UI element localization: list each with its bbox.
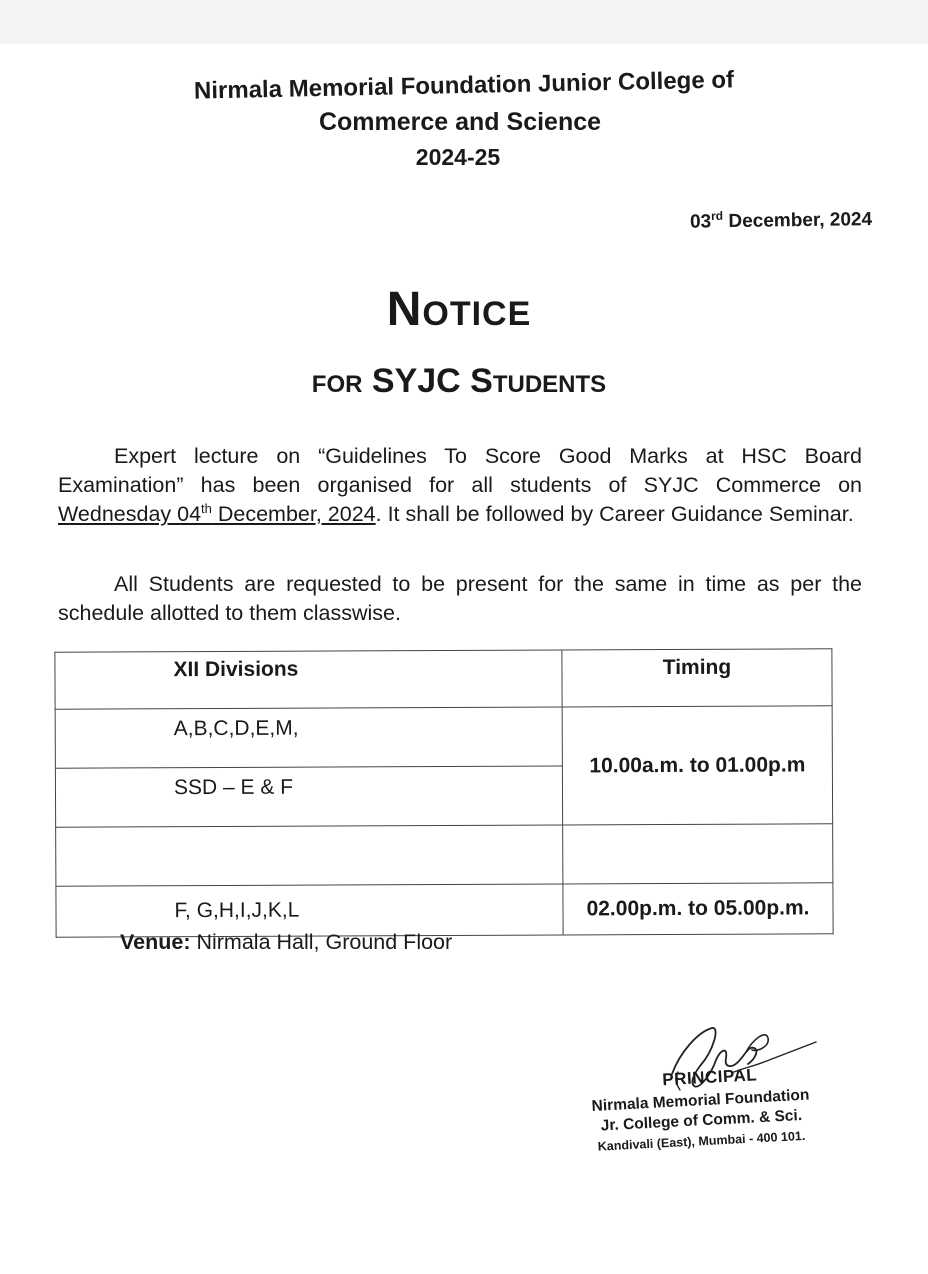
lecture-date [58,502,376,526]
college-name-line2: Commerce and Science [318,108,602,136]
para1-text-b: . It shall be followed by Career Guidance Seminar. [375,502,854,526]
timing-cell: 10.00a.m. to 01.00p.m [562,706,833,825]
date-suffix: rd [710,208,724,223]
lecture-date-suffix: th [201,500,212,516]
schedule-table [54,648,833,937]
stamp-line3: Kandivali (East), Mumbai - 400 101. [597,1128,806,1154]
stamp-line1: Nirmala Memorial Foundation [591,1086,810,1115]
top-bar [0,0,928,44]
date-rest: December, 2024 [722,209,873,233]
principal-stamp [590,1060,854,1153]
division-cell: A,B,C,D,E,M, [55,707,562,768]
table-row [55,706,832,768]
timing-cell [563,824,833,884]
notice-date [690,207,872,234]
venue [120,930,452,955]
division-cell [56,825,563,886]
table-header-row [55,649,832,709]
stamp-line2: Jr. College of Comm. & Sci. [600,1106,803,1135]
para1-text-a: Expert lecture on “Guidelines To Score Good Marks at HSC Board Examination” has been organised for all students of SYJC Commerce on [58,444,862,497]
notice-subtitle: for SYJC Students [311,362,607,400]
timing-cell: 02.00p.m. to 05.00p.m. [563,883,833,935]
venue-label: Venue: [120,930,191,954]
lecture-date-rest: December, 2024 [211,502,376,526]
division-cell: F, G,H,I,J,K,L [56,884,563,937]
academic-year: 2024-25 [415,144,501,170]
notice-document [0,44,928,1274]
notice-title: Notice [386,283,532,336]
paragraph-attendance: All Students are requested to be present for the same in time as per the schedule allotted to them classwise. [58,572,862,625]
lecture-date-day: Wednesday 04 [58,502,202,526]
header-divisions: XII Divisions [55,650,562,709]
table-row [56,824,833,886]
header-timing: Timing [562,649,832,707]
paragraph-lecture [58,442,862,529]
venue-value: Nirmala Hall, Ground Floor [190,930,453,954]
division-cell: SSD – E & F [55,766,562,827]
stamp-title: PRINCIPAL [661,1065,758,1090]
college-name-line1: Nirmala Memorial Foundation Junior College of [193,66,735,105]
date-day: 03 [689,211,712,233]
